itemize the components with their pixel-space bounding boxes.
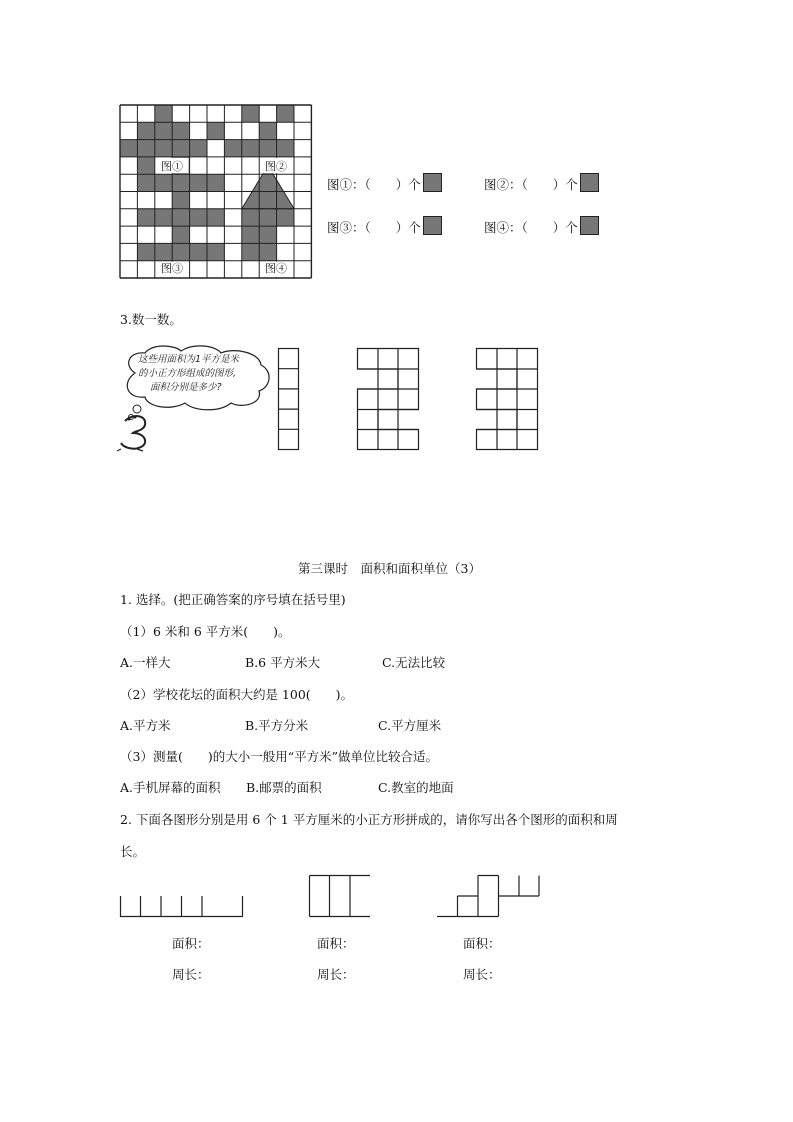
grid-question-2: 图②：（ ）个: [484, 173, 599, 192]
q1-item-3-option-b[interactable]: B.邮票的面积: [246, 780, 322, 795]
grid-question-4: 图④：（ ）个: [484, 216, 599, 235]
grid-filled-cell: [224, 140, 241, 157]
grid-filled-cell: [137, 174, 154, 191]
grid-filled-cell: [172, 122, 189, 139]
q1-item-1-option-c[interactable]: C.无法比较: [382, 655, 446, 670]
grid-filled-cell: [137, 140, 154, 157]
grid-filled-cell: [207, 174, 224, 191]
perimeter-label-1: 周长：: [172, 967, 210, 982]
answer-blank[interactable]: （ ）个: [364, 177, 421, 192]
grid-filled-cell: [242, 209, 259, 226]
q1-item-1-option-b[interactable]: B.6 平方米大: [245, 655, 321, 670]
q1-title: 1. 选择。(把正确答案的序号填在括号里): [120, 592, 346, 607]
grid-filled-cell: [155, 243, 172, 260]
grid-filled-cell: [242, 140, 259, 157]
q1-item-1-option-a[interactable]: A.一样大: [120, 655, 171, 670]
grid-filled-cell: [259, 226, 276, 243]
q2-line-2: 长。: [120, 844, 146, 859]
grid-filled-cell: [207, 122, 224, 139]
grid-label-4: 图④: [265, 262, 287, 275]
grid-label-3: 图③: [161, 262, 183, 275]
area-label-2: 面积：: [317, 936, 355, 951]
unit-square-icon: [580, 173, 599, 192]
bubble-line-1: 这些用面积为1平方是米: [138, 354, 240, 365]
grid-filled-cell: [172, 243, 189, 260]
grid-filled-cell: [137, 243, 154, 260]
grid-label-2: 图②: [265, 160, 287, 173]
grid-filled-cell: [172, 140, 189, 157]
q1-item-2-option-a[interactable]: A.平方米: [120, 718, 171, 733]
grid-filled-cell: [155, 105, 172, 122]
area-label-3: 面积：: [463, 936, 501, 951]
q1-item-3-option-a[interactable]: A.手机屏幕的面积: [120, 780, 221, 795]
grid-filled-cell: [172, 192, 189, 209]
bubble-text: [138, 353, 239, 395]
answer-blank[interactable]: （ ）个: [521, 220, 578, 235]
q2-shape-3: [437, 875, 542, 918]
section3-title: 3.数一数。: [120, 312, 182, 327]
grid-filled-cell: [172, 226, 189, 243]
q1-item-2-option-b[interactable]: B.平方分米: [245, 718, 309, 733]
grid-filled-cell: [137, 209, 154, 226]
grid-filled-cell: [190, 140, 207, 157]
grid-filled-cell: [259, 122, 276, 139]
grid-question-3: 图③：（ ）个: [327, 216, 442, 235]
lesson-heading: 第三课时 面积和面积单位（3）: [298, 561, 481, 576]
square-grid-figure: [120, 105, 320, 285]
grid-filled-cell: [259, 140, 276, 157]
bubble-line-3: 面积分别是多少?: [150, 382, 222, 393]
grid-filled-cell: [242, 243, 259, 260]
grid-filled-cell: [137, 157, 154, 174]
unit-square-icon: [423, 216, 442, 235]
grid-filled-cell: [242, 226, 259, 243]
grid-filled-cell: [155, 209, 172, 226]
q1-item-2-option-c[interactable]: C.平方厘米: [378, 718, 442, 733]
grid-filled-cell: [242, 105, 259, 122]
q1-item-2-stem: （2）学校花坛的面积大约是 100( )。: [120, 687, 354, 702]
q1-item-3-option-c[interactable]: C.教室的地面: [378, 780, 454, 795]
grid-filled-cell: [259, 209, 276, 226]
q2-shape-2: [309, 875, 372, 918]
unit-square-icon: [423, 173, 442, 192]
grid-filled-cell: [190, 209, 207, 226]
q1-item-3-stem: （3）测量( )的大小一般用“平方米”做单位比较合适。: [120, 749, 438, 764]
grid-filled-cell: [277, 140, 294, 157]
grid-label-1: 图①: [161, 160, 183, 173]
grid-filled-cell: [259, 243, 276, 260]
q2-shape-1: [120, 896, 244, 918]
bubble-line-2: 的小正方形组成的图形,: [138, 368, 237, 379]
grid-filled-cell: [277, 105, 294, 122]
grid-filled-cell: [172, 174, 189, 191]
grid-filled-cell: [137, 122, 154, 139]
grid-question-1: 图①：（ ）个: [327, 173, 442, 192]
perimeter-label-2: 周长：: [317, 967, 355, 982]
grid-filled-cell: [277, 209, 294, 226]
q1-item-1-stem: （1）6 米和 6 平方米( )。: [120, 624, 291, 639]
area-label-1: 面积：: [172, 936, 210, 951]
shape-digit-2: [357, 348, 420, 451]
answer-blank[interactable]: （ ）个: [364, 220, 421, 235]
grid-filled-cell: [207, 209, 224, 226]
grid-filled-cell: [155, 122, 172, 139]
grid-filled-cell: [172, 209, 189, 226]
grid-filled-cell: [190, 174, 207, 191]
grid-filled-cell: [190, 243, 207, 260]
shape-digit-3: [476, 348, 539, 451]
grid-filled-cell: [120, 140, 137, 157]
perimeter-label-3: 周长：: [463, 967, 501, 982]
grid-filled-cell: [207, 243, 224, 260]
shape-digit-1: [278, 348, 300, 451]
grid-filled-cell: [155, 174, 172, 191]
answer-blank[interactable]: （ ）个: [521, 177, 578, 192]
unit-square-icon: [580, 216, 599, 235]
q2-line-1: 2. 下面各图形分别是用 6 个 1 平方厘米的小正方形拼成的，请你写出各个图形的面积和周: [120, 812, 618, 827]
grid-filled-cell: [155, 140, 172, 157]
